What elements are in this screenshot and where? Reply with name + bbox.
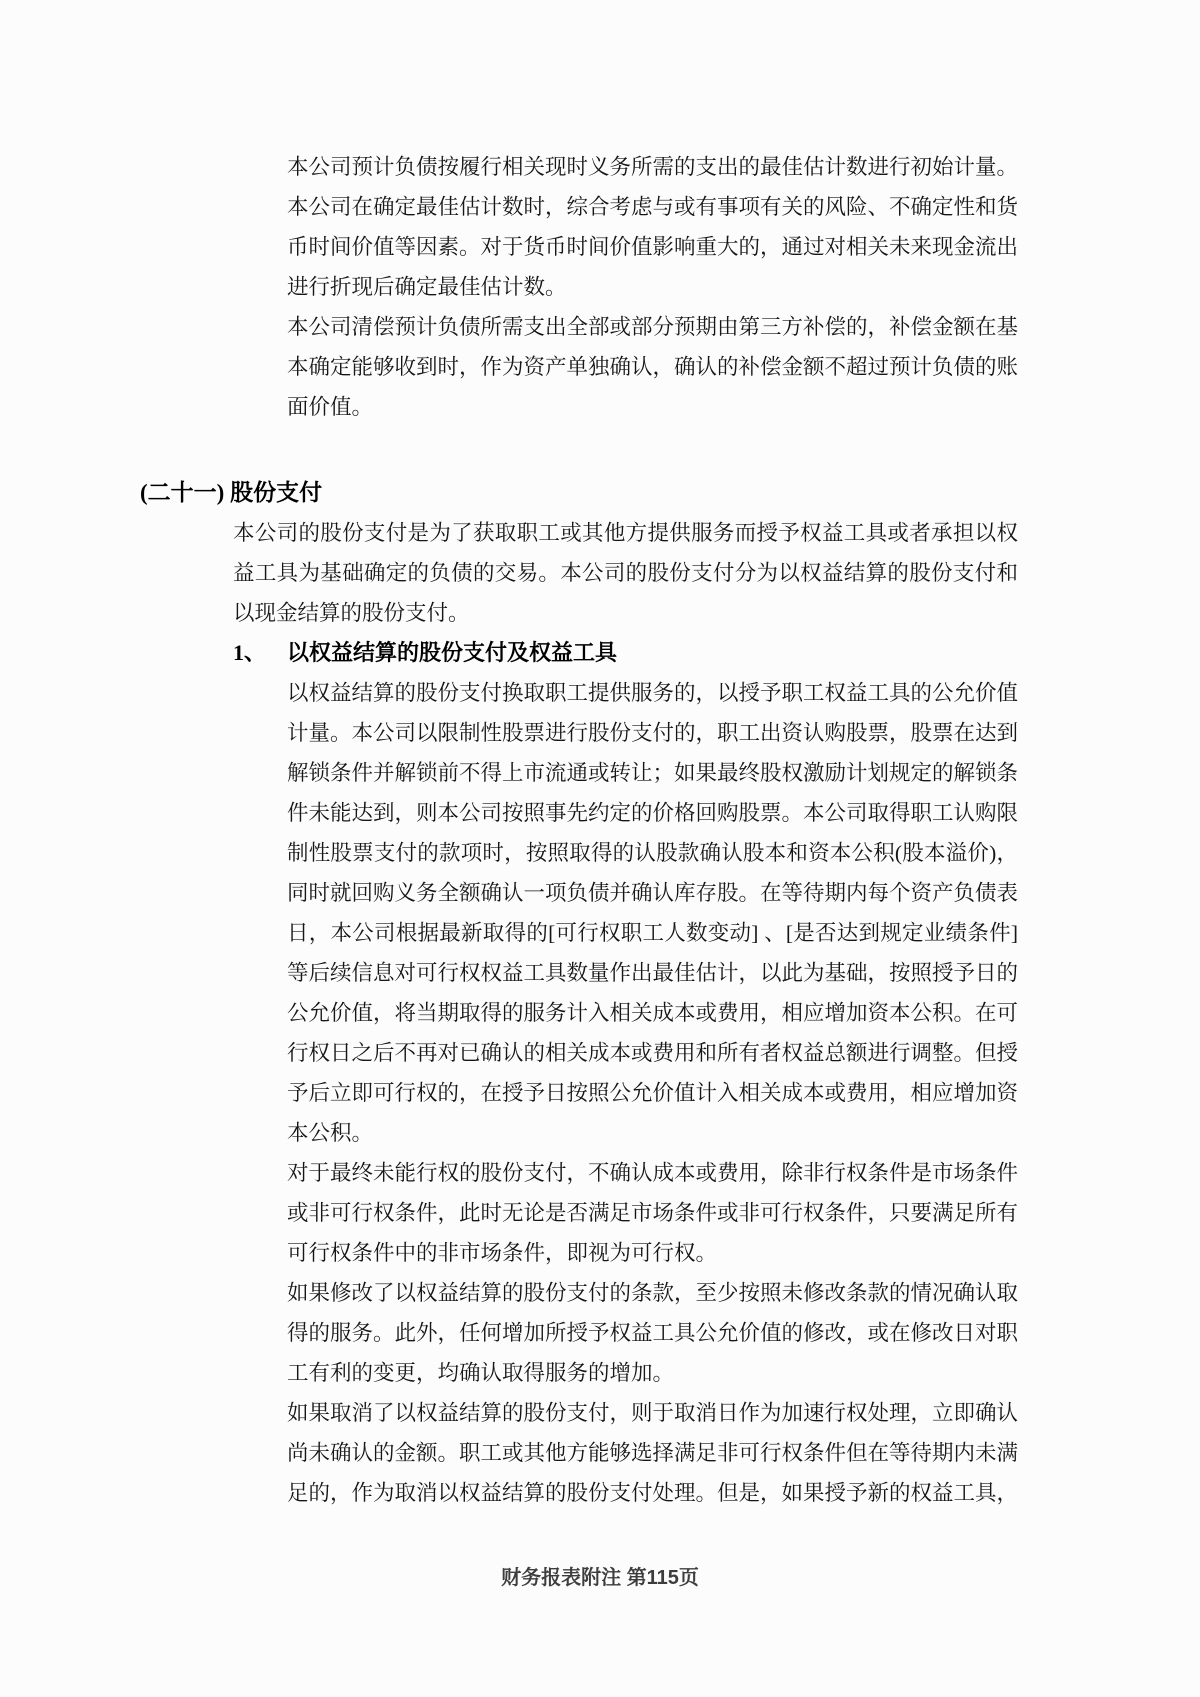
text-line: 公允价值，将当期取得的服务计入相关成本或费用，相应增加资本公积。在可 bbox=[287, 1001, 1019, 1025]
text-line: 以现金结算的股份支付。 bbox=[233, 601, 470, 625]
subsection-label: 以权益结算的股份支付及权益工具 bbox=[287, 640, 618, 665]
text-line: 尚未确认的金额。职工或其他方能够选择满足非可行权条件但在等待期内未满 bbox=[287, 1441, 1019, 1465]
paragraph-share-payment-intro bbox=[0, 513, 1200, 633]
paragraph-modification bbox=[0, 1273, 1200, 1393]
subsection-number: 1、 bbox=[233, 640, 267, 665]
text-line: 以权益结算的股份支付换取职工提供服务的，以授予职工权益工具的公允价值 bbox=[287, 681, 1019, 705]
text-line: 行权日之后不再对已确认的相关成本或费用和所有者权益总额进行调整。但授 bbox=[287, 1041, 1019, 1065]
text-line: 进行折现后确定最佳估计数。 bbox=[287, 275, 567, 299]
text-line: 可行权条件中的非市场条件，即视为可行权。 bbox=[287, 1241, 718, 1265]
paragraph-provision-measurement bbox=[0, 147, 1200, 307]
text-line: 本公司在确定最佳估计数时，综合考虑与或有事项有关的风险、不确定性和货 bbox=[287, 195, 1019, 219]
paragraph-provision-reimbursement bbox=[0, 307, 1200, 427]
text-line: 足的，作为取消以权益结算的股份支付处理。但是，如果授予新的权益工具， bbox=[287, 1481, 1019, 1505]
text-line: 本公司的股份支付是为了获取职工或其他方提供服务而授予权益工具或者承担以权 bbox=[233, 521, 1018, 545]
text-line: 解锁条件并解锁前不得上市流通或转让；如果最终股权激励计划规定的解锁条 bbox=[287, 761, 1019, 785]
page-footer: 财务报表附注 第115页 bbox=[501, 1567, 699, 1589]
text-line: 益工具为基础确定的负债的交易。本公司的股份支付分为以权益结算的股份支付和 bbox=[233, 561, 1018, 585]
subsection-heading-equity-settled bbox=[233, 633, 1200, 673]
paragraph-vesting-conditions bbox=[0, 1153, 1200, 1273]
text-line: 得的服务。此外，任何增加所授予权益工具公允价值的修改，或在修改日对职 bbox=[287, 1321, 1019, 1345]
paragraph-cancellation bbox=[0, 1393, 1200, 1513]
text-line: 币时间价值等因素。对于货币时间价值影响重大的，通过对相关未来现金流出 bbox=[287, 235, 1019, 259]
text-line: 计量。本公司以限制性股票进行股份支付的，职工出资认购股票，股票在达到 bbox=[287, 721, 1019, 745]
text-line: 同时就回购义务全额确认一项负债并确认库存股。在等待期内每个资产负债表 bbox=[287, 881, 1019, 905]
text-line: 日，本公司根据最新取得的[可行权职工人数变动] 、[是否达到规定业绩条件] bbox=[287, 921, 1018, 945]
section-heading-share-payment: (二十一) 股份支付 bbox=[140, 480, 323, 505]
text-line: 工有利的变更，均确认取得服务的增加。 bbox=[287, 1361, 675, 1385]
text-line: 对于最终未能行权的股份支付，不确认成本或费用，除非行权条件是市场条件 bbox=[287, 1161, 1019, 1185]
text-line: 制性股票支付的款项时，按照取得的认股款确认股本和资本公积(股本溢价)， bbox=[287, 841, 1018, 865]
text-line: 本公司预计负债按履行相关现时义务所需的支出的最佳估计数进行初始计量。 bbox=[287, 155, 1019, 179]
text-line: 本公积。 bbox=[287, 1121, 374, 1145]
text-line: 等后续信息对可行权权益工具数量作出最佳估计，以此为基础，按照授予日的 bbox=[287, 961, 1019, 985]
paragraph-equity-settled-detail bbox=[0, 673, 1200, 1153]
text-line: 如果取消了以权益结算的股份支付，则于取消日作为加速行权处理，立即确认 bbox=[287, 1401, 1019, 1425]
text-line: 本公司清偿预计负债所需支出全部或部分预期由第三方补偿的，补偿金额在基 bbox=[287, 315, 1019, 339]
text-line: 面价值。 bbox=[287, 395, 374, 419]
text-line: 件未能达到，则本公司按照事先约定的价格回购股票。本公司取得职工认购限 bbox=[287, 801, 1019, 825]
text-line: 本确定能够收到时，作为资产单独确认，确认的补偿金额不超过预计负债的账 bbox=[287, 355, 1019, 379]
text-line: 予后立即可行权的，在授予日按照公允价值计入相关成本或费用，相应增加资 bbox=[287, 1081, 1019, 1105]
text-line: 或非可行权条件，此时无论是否满足市场条件或非可行权条件，只要满足所有 bbox=[287, 1201, 1019, 1225]
text-line: 如果修改了以权益结算的股份支付的条款，至少按照未修改条款的情况确认取 bbox=[287, 1281, 1019, 1305]
